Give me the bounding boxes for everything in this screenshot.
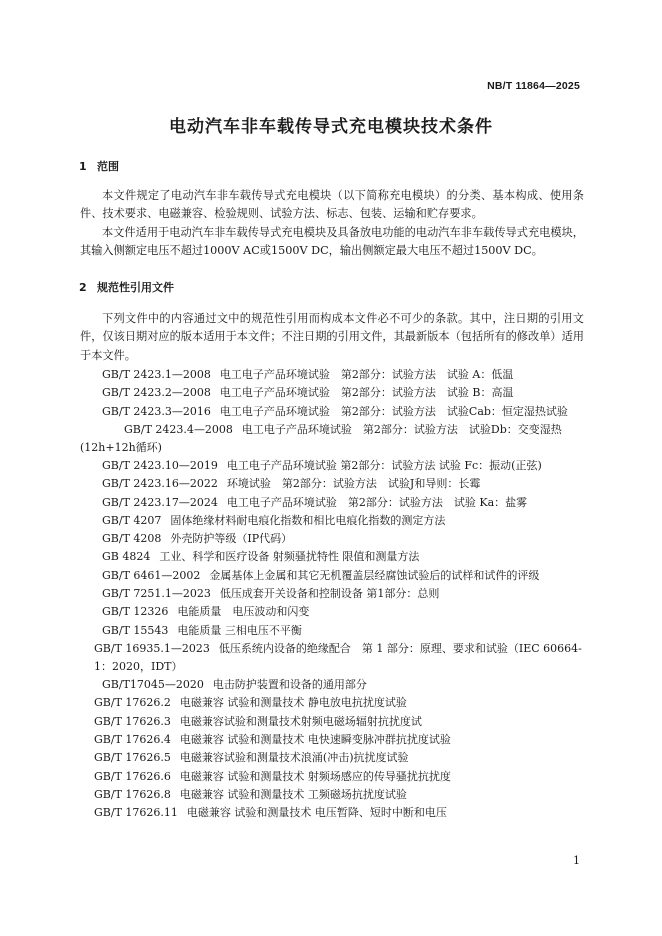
reference-list bbox=[80, 366, 590, 822]
reference-item: GB/T 16935.1—2023 低压系统内设备的绝缘配合 第 1 部分：原理、要求和试验（IEC 60664-1：2020，IDT） bbox=[94, 641, 582, 673]
reference-item: GB/T 2423.1—2008 电工电子产品环境试验 第2部分：试验方法 试验 A：低温 bbox=[102, 368, 514, 381]
reference-item: GB 4824 工业、科学和医疗设备 射频骚扰特性 限值和测量方法 bbox=[102, 550, 420, 564]
reference-item: GB/T 2423.2—2008 电工电子产品环境试验 第2部分：试验方法 试验 B：高温 bbox=[102, 386, 514, 400]
section-number: 1 bbox=[79, 160, 87, 173]
reference-item: GB/T 4207 固体绝缘材料耐电痕化指数和相比电痕化指数的测定方法 bbox=[102, 513, 446, 527]
reference-item: GB/T 2423.16—2022 环境试验 第2部分：试验方法 试验J和导则：长霉 bbox=[102, 477, 481, 491]
reference-item: GB/T17045—2020 电击防护装置和设备的通用部分 bbox=[102, 678, 367, 692]
document-code: NB/T 11864—2025 bbox=[487, 80, 580, 92]
reference-item: GB/T 17626.6 电磁兼容 试验和测量技术 射频场感应的传导骚扰抗扰度 bbox=[94, 769, 451, 783]
reference-item: GB/T 15543 电能质量 三相电压不平衡 bbox=[102, 623, 302, 637]
reference-item: GB/T 2423.10—2019 电工电子产品环境试验 第2部分：试验方法 试验 Fc：振动(正弦) bbox=[102, 458, 542, 472]
scope-paragraph-1: 本文件规定了电动汽车非车载传导式充电模块（以下简称充电模块）的分类、基本构成、使用条件、技术要求、电磁兼容、检验规则、试验方法、标志、包装、运输和贮存要求。 bbox=[80, 189, 584, 221]
reference-item: GB/T 2423.3—2016 电工电子产品环境试验 第2部分：试验方法 试验Cab：恒定湿热试验 bbox=[102, 404, 568, 418]
page-number: 1 bbox=[573, 854, 580, 867]
document-title: 电动汽车非车载传导式充电模块技术条件 bbox=[169, 117, 493, 137]
section-heading-scope bbox=[79, 158, 119, 174]
reference-item: GB/T 17626.5 电磁兼容试验和测量技术浪涌(冲击)抗扰度试验 bbox=[94, 751, 409, 765]
section-number: 2 bbox=[79, 281, 87, 294]
scope-paragraph-2: 本文件适用于电动汽车非车载传导式充电模块及具备放电功能的电动汽车非车载传导式充电模块，其输入侧额定电压不超过1000V AC或1500V DC，输出侧额定最大电压不超过1500V DC。 bbox=[80, 226, 584, 258]
reference-item: GB/T 17626.11 电磁兼容 试验和测量技术 电压暂降、短时中断和电压 bbox=[94, 806, 447, 820]
section-title: 范围 bbox=[97, 160, 119, 173]
references-intro-paragraph: 下列文件中的内容通过文中的规范性引用而构成本文件必不可少的条款。其中，注日期的引用文件，仅该日期对应的版本适用于本文件；不注日期的引用文件，其最新版本（包括所有的修改单）适用于本文件。 bbox=[80, 312, 584, 362]
section-heading-normative-references bbox=[79, 279, 174, 295]
reference-item: GB/T 17626.4 电磁兼容 试验和测量技术 电快速瞬变脉冲群抗扰度试验 bbox=[94, 732, 451, 746]
reference-item: GB/T 17626.3 电磁兼容试验和测量技术射频电磁场辐射抗扰度试 bbox=[94, 714, 422, 728]
reference-item: GB/T 12326 电能质量 电压波动和闪变 bbox=[102, 605, 310, 619]
reference-item: GB/T 2423.4—2008 电工电子产品环境试验 第2部分：试验方法 试验Db：交变湿热(12h+12h循环) bbox=[80, 422, 562, 454]
reference-item: GB/T 2423.17—2024 电工电子产品环境试验 第2部分：试验方法 试验 Ka：盐雾 bbox=[102, 495, 528, 509]
reference-item: GB/T 4208 外壳防护等级（IP代码） bbox=[102, 532, 293, 546]
reference-item: GB/T 7251.1—2023 低压成套开关设备和控制设备 第1部分：总则 bbox=[102, 587, 440, 601]
reference-item: GB/T 17626.2 电磁兼容 试验和测量技术 静电放电抗扰度试验 bbox=[94, 696, 407, 710]
section-title: 规范性引用文件 bbox=[97, 281, 174, 294]
reference-item: GB/T 17626.8 电磁兼容 试验和测量技术 工频磁场抗扰度试验 bbox=[94, 787, 407, 801]
reference-item: GB/T 6461—2002 金属基体上金属和其它无机覆盖层经腐蚀试验后的试样和试件的评级 bbox=[102, 568, 540, 582]
